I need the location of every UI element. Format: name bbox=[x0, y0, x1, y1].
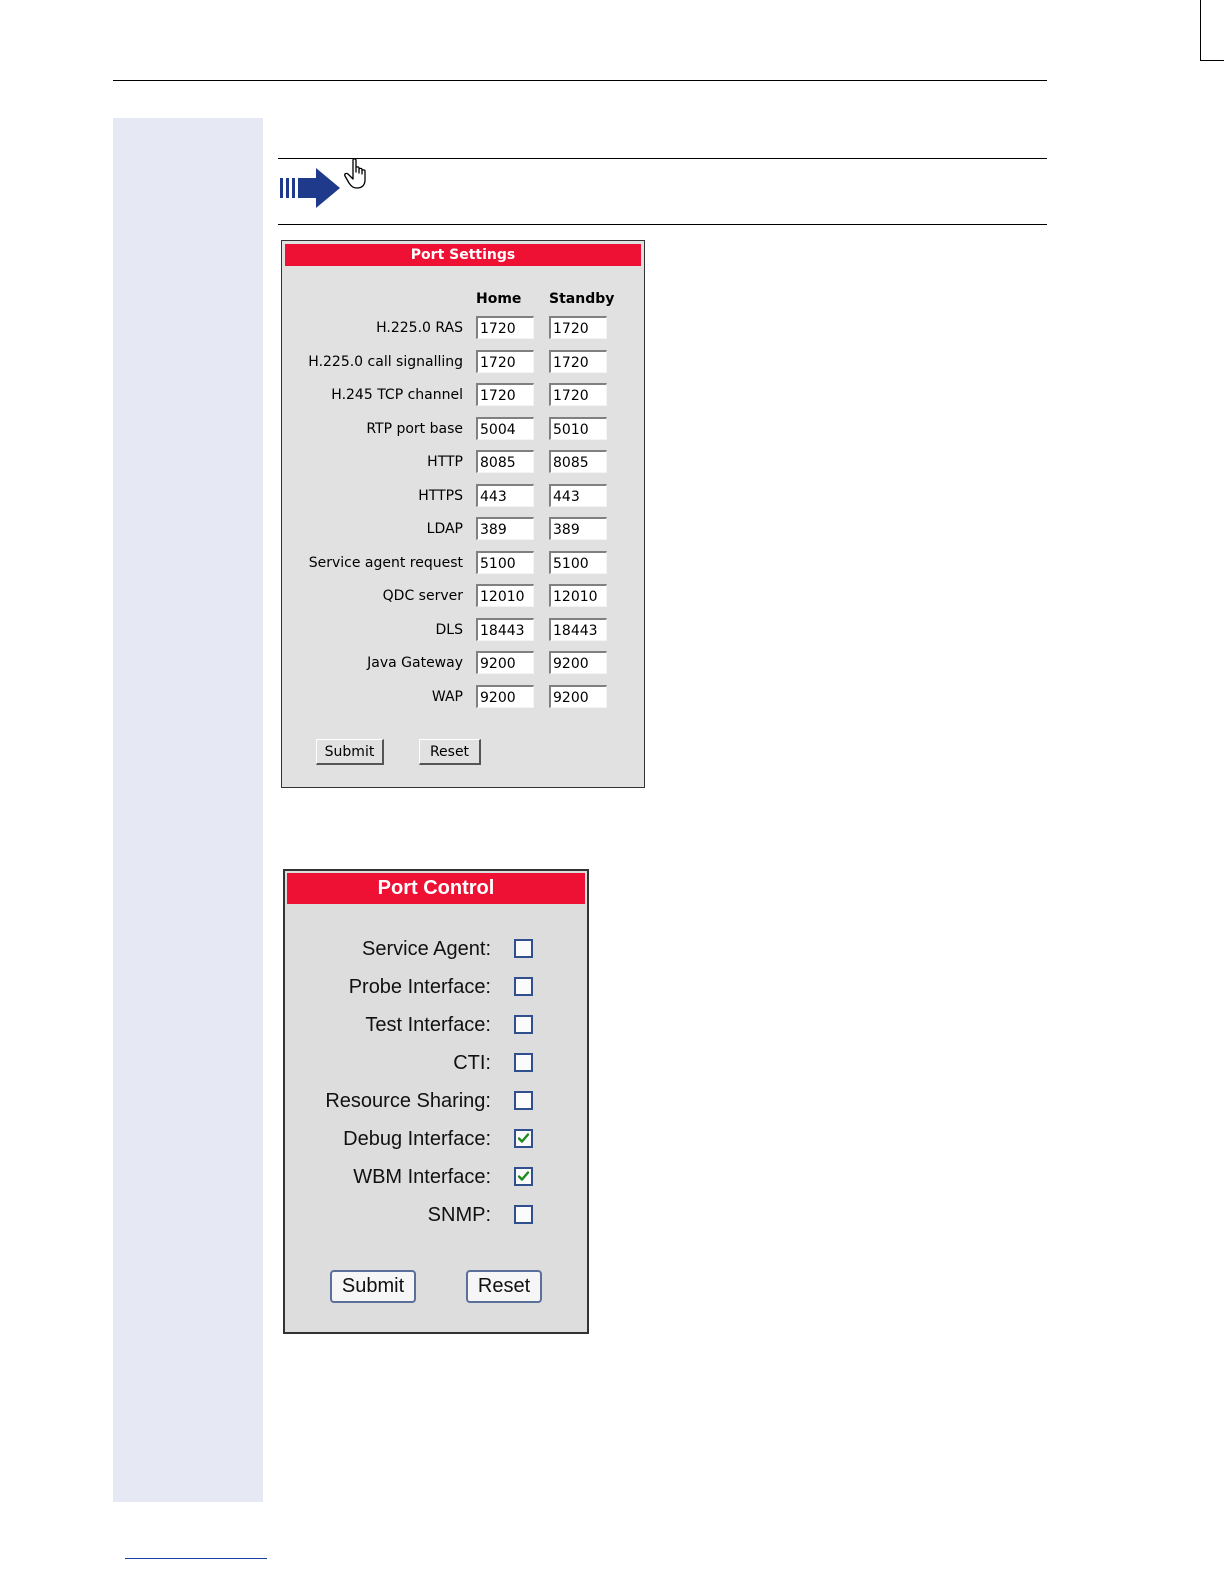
port-control-label: CTI: bbox=[453, 1052, 491, 1074]
port-row bbox=[282, 450, 646, 474]
left-margin-column bbox=[113, 118, 263, 1502]
port-label: HTTP bbox=[427, 454, 463, 470]
port-row bbox=[282, 383, 646, 407]
home-port-input[interactable] bbox=[476, 450, 534, 473]
port-row bbox=[282, 651, 646, 675]
port-settings-reset-button[interactable]: Reset bbox=[419, 739, 481, 765]
port-label: Java Gateway bbox=[367, 655, 463, 671]
port-row bbox=[282, 618, 646, 642]
port-control-submit-button[interactable]: Submit bbox=[330, 1270, 416, 1303]
port-label: HTTPS bbox=[418, 488, 463, 504]
note-rule-top bbox=[278, 158, 1047, 159]
port-label: H.225.0 call signalling bbox=[308, 354, 463, 370]
port-control-row bbox=[285, 976, 587, 1000]
standby-port-input[interactable] bbox=[549, 584, 607, 607]
port-control-checkbox[interactable] bbox=[514, 977, 533, 996]
home-port-input[interactable] bbox=[476, 651, 534, 674]
home-port-input[interactable] bbox=[476, 551, 534, 574]
port-control-row bbox=[285, 1014, 587, 1038]
port-row bbox=[282, 316, 646, 340]
port-label: H.225.0 RAS bbox=[376, 320, 463, 336]
port-control-checkbox[interactable] bbox=[514, 1091, 533, 1110]
standby-port-input[interactable] bbox=[549, 651, 607, 674]
port-control-row bbox=[285, 938, 587, 962]
standby-port-input[interactable] bbox=[549, 685, 607, 708]
port-control-checkbox[interactable] bbox=[514, 1015, 533, 1034]
port-settings-submit-button[interactable]: Submit bbox=[316, 739, 384, 765]
home-column-header: Home bbox=[476, 291, 522, 307]
port-label: LDAP bbox=[426, 521, 463, 537]
note-arrow-icon bbox=[280, 168, 342, 208]
port-control-checkbox[interactable] bbox=[514, 1053, 533, 1072]
hand-pointer-icon bbox=[344, 158, 372, 190]
port-label: Service agent request bbox=[308, 555, 463, 571]
home-port-input[interactable] bbox=[476, 417, 534, 440]
standby-port-input[interactable] bbox=[549, 551, 607, 574]
port-control-row bbox=[285, 1090, 587, 1114]
home-port-input[interactable] bbox=[476, 517, 534, 540]
home-port-input[interactable] bbox=[476, 685, 534, 708]
port-control-label: SNMP: bbox=[427, 1204, 491, 1226]
port-control-label: WBM Interface: bbox=[353, 1166, 491, 1188]
port-row bbox=[282, 517, 646, 541]
standby-port-input[interactable] bbox=[549, 618, 607, 641]
port-label: RTP port base bbox=[366, 421, 463, 437]
port-control-panel bbox=[283, 869, 589, 1334]
port-control-label: Service Agent: bbox=[362, 938, 491, 960]
home-port-input[interactable] bbox=[476, 618, 534, 641]
port-label: H.245 TCP channel bbox=[331, 387, 463, 403]
port-control-label: Probe Interface: bbox=[348, 976, 491, 998]
standby-port-input[interactable] bbox=[549, 316, 607, 339]
port-settings-title: Port Settings bbox=[285, 244, 641, 266]
port-settings-panel bbox=[281, 240, 645, 788]
port-control-label: Test Interface: bbox=[365, 1014, 491, 1036]
port-control-row bbox=[285, 1166, 587, 1190]
edge-tab bbox=[1200, 0, 1224, 61]
port-label: QDC server bbox=[382, 588, 463, 604]
port-control-row bbox=[285, 1128, 587, 1152]
port-row bbox=[282, 584, 646, 608]
port-label: WAP bbox=[431, 689, 463, 705]
top-rule bbox=[113, 80, 1047, 81]
note-rule-bottom bbox=[278, 224, 1047, 225]
port-control-checkbox[interactable] bbox=[514, 1205, 533, 1224]
port-row bbox=[282, 551, 646, 575]
standby-port-input[interactable] bbox=[549, 383, 607, 406]
port-row bbox=[282, 685, 646, 709]
standby-port-input[interactable] bbox=[549, 517, 607, 540]
port-control-row bbox=[285, 1052, 587, 1076]
home-port-input[interactable] bbox=[476, 350, 534, 373]
standby-port-input[interactable] bbox=[549, 484, 607, 507]
port-control-reset-button[interactable]: Reset bbox=[466, 1270, 542, 1303]
port-control-checkbox[interactable] bbox=[514, 939, 533, 958]
port-row bbox=[282, 417, 646, 441]
home-port-input[interactable] bbox=[476, 383, 534, 406]
home-port-input[interactable] bbox=[476, 584, 534, 607]
port-control-label: Resource Sharing: bbox=[325, 1090, 491, 1112]
port-control-checkbox[interactable] bbox=[514, 1167, 533, 1186]
port-row bbox=[282, 350, 646, 374]
port-control-label: Debug Interface: bbox=[343, 1128, 491, 1150]
port-label: DLS bbox=[435, 622, 463, 638]
standby-port-input[interactable] bbox=[549, 450, 607, 473]
home-port-input[interactable] bbox=[476, 316, 534, 339]
checkmark-icon bbox=[517, 1170, 530, 1183]
home-port-input[interactable] bbox=[476, 484, 534, 507]
port-control-row bbox=[285, 1204, 587, 1228]
checkmark-icon bbox=[517, 1132, 530, 1145]
port-control-checkbox[interactable] bbox=[514, 1129, 533, 1148]
standby-column-header: Standby bbox=[549, 291, 615, 307]
port-control-title: Port Control bbox=[287, 873, 585, 904]
standby-port-input[interactable] bbox=[549, 350, 607, 373]
port-row bbox=[282, 484, 646, 508]
standby-port-input[interactable] bbox=[549, 417, 607, 440]
footer-link-rule bbox=[125, 1558, 267, 1559]
